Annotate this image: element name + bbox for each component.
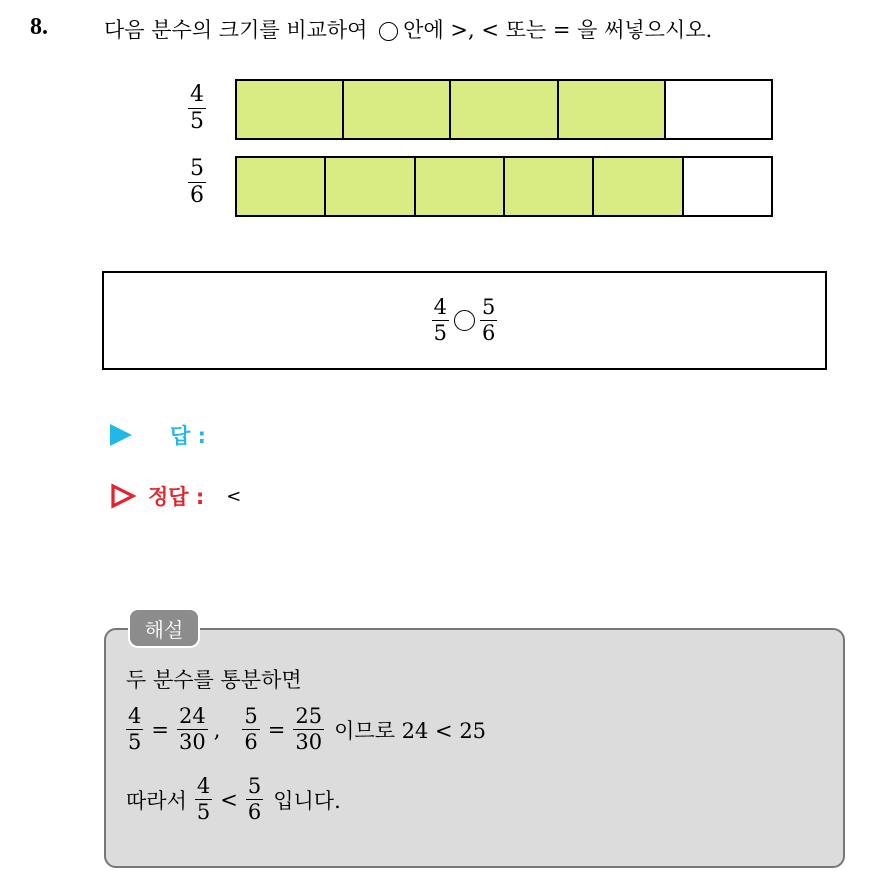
comparison-circle-input[interactable] bbox=[454, 310, 475, 331]
fraction bbox=[188, 84, 206, 133]
fraction-numerator: 4 bbox=[433, 295, 447, 319]
correct-answer-label: 정답 : bbox=[148, 485, 205, 509]
bar-segment-filled bbox=[237, 81, 344, 138]
bar-segment-filled bbox=[416, 158, 505, 215]
fraction-bar-model-1 bbox=[235, 79, 773, 140]
fraction-denominator: 5 bbox=[433, 321, 447, 345]
equals-sign: = bbox=[151, 717, 169, 742]
explanation-line-3-prefix: 따라서 bbox=[126, 788, 187, 813]
fraction-denominator: 5 bbox=[190, 109, 204, 134]
bar-segment-filled bbox=[326, 158, 415, 215]
fraction-denominator: 5 bbox=[196, 800, 211, 824]
fraction-numerator: 4 bbox=[190, 82, 204, 107]
question-text bbox=[104, 14, 712, 44]
question-text-before: 다음 분수의 크기를 비교하여 bbox=[104, 18, 368, 42]
explanation-tab: 해설 bbox=[128, 608, 200, 648]
fraction-numerator: 5 bbox=[247, 774, 262, 798]
fraction-denominator: 30 bbox=[295, 730, 323, 754]
comparison-box bbox=[102, 271, 827, 370]
equals-sign: = bbox=[267, 717, 286, 742]
fraction bbox=[242, 706, 259, 753]
fraction-numerator: 4 bbox=[128, 704, 142, 728]
explanation-line-2 bbox=[126, 706, 486, 753]
fraction-numerator: 5 bbox=[244, 704, 258, 728]
bar-segment-empty bbox=[666, 81, 771, 138]
answer-row bbox=[110, 420, 226, 450]
answer-label: 답 : bbox=[170, 424, 206, 448]
fraction-denominator: 5 bbox=[128, 730, 142, 754]
question-text-after: 안에 >, < 또는 = 을 써넣으시오. bbox=[403, 18, 713, 42]
fraction-bar-model-2 bbox=[235, 156, 773, 217]
fraction bbox=[195, 776, 212, 823]
bar-segment-filled bbox=[505, 158, 594, 215]
comparison-right-fraction bbox=[480, 297, 497, 344]
fraction bbox=[188, 158, 206, 207]
fraction-numerator: 4 bbox=[196, 774, 211, 798]
fraction-denominator: 6 bbox=[244, 730, 258, 754]
bar-segment-filled bbox=[451, 81, 558, 138]
fraction-numerator: 5 bbox=[190, 156, 204, 181]
correct-answer-row bbox=[110, 481, 241, 511]
fraction-denominator: 6 bbox=[482, 321, 496, 345]
fraction bbox=[293, 706, 324, 753]
fraction bbox=[177, 706, 208, 753]
question-number: 8. bbox=[30, 14, 48, 40]
bar-segment-filled bbox=[237, 158, 326, 215]
comma: , bbox=[213, 717, 221, 742]
explanation-line-2-text: 이므로 24 < 25 bbox=[334, 718, 487, 743]
fraction-denominator: 6 bbox=[190, 183, 204, 208]
explanation-line-3-suffix: 입니다. bbox=[273, 788, 341, 813]
less-than-sign: < bbox=[220, 787, 238, 812]
correct-answer-value: < bbox=[226, 485, 242, 507]
fraction-numerator: 5 bbox=[482, 295, 496, 319]
bar-segment-filled bbox=[344, 81, 451, 138]
fraction bbox=[126, 706, 143, 753]
bar-segment-filled bbox=[594, 158, 683, 215]
bar-label-2 bbox=[188, 158, 206, 207]
explanation-line-1: 두 분수를 통분하면 bbox=[126, 668, 302, 692]
bar-segment-empty bbox=[684, 158, 771, 215]
comparison-left-fraction bbox=[432, 297, 449, 344]
bar-segment-filled bbox=[559, 81, 666, 138]
explanation-line-3 bbox=[126, 776, 341, 823]
fraction-denominator: 30 bbox=[178, 730, 206, 754]
fraction-numerator: 25 bbox=[295, 704, 323, 728]
fraction-numerator: 24 bbox=[178, 704, 206, 728]
triangle-outline-icon bbox=[110, 483, 136, 509]
bar-label-1 bbox=[188, 84, 206, 133]
blank-circle-icon bbox=[379, 22, 398, 41]
fraction bbox=[246, 776, 263, 823]
fraction-denominator: 6 bbox=[247, 800, 262, 824]
triangle-filled-icon bbox=[110, 424, 132, 446]
